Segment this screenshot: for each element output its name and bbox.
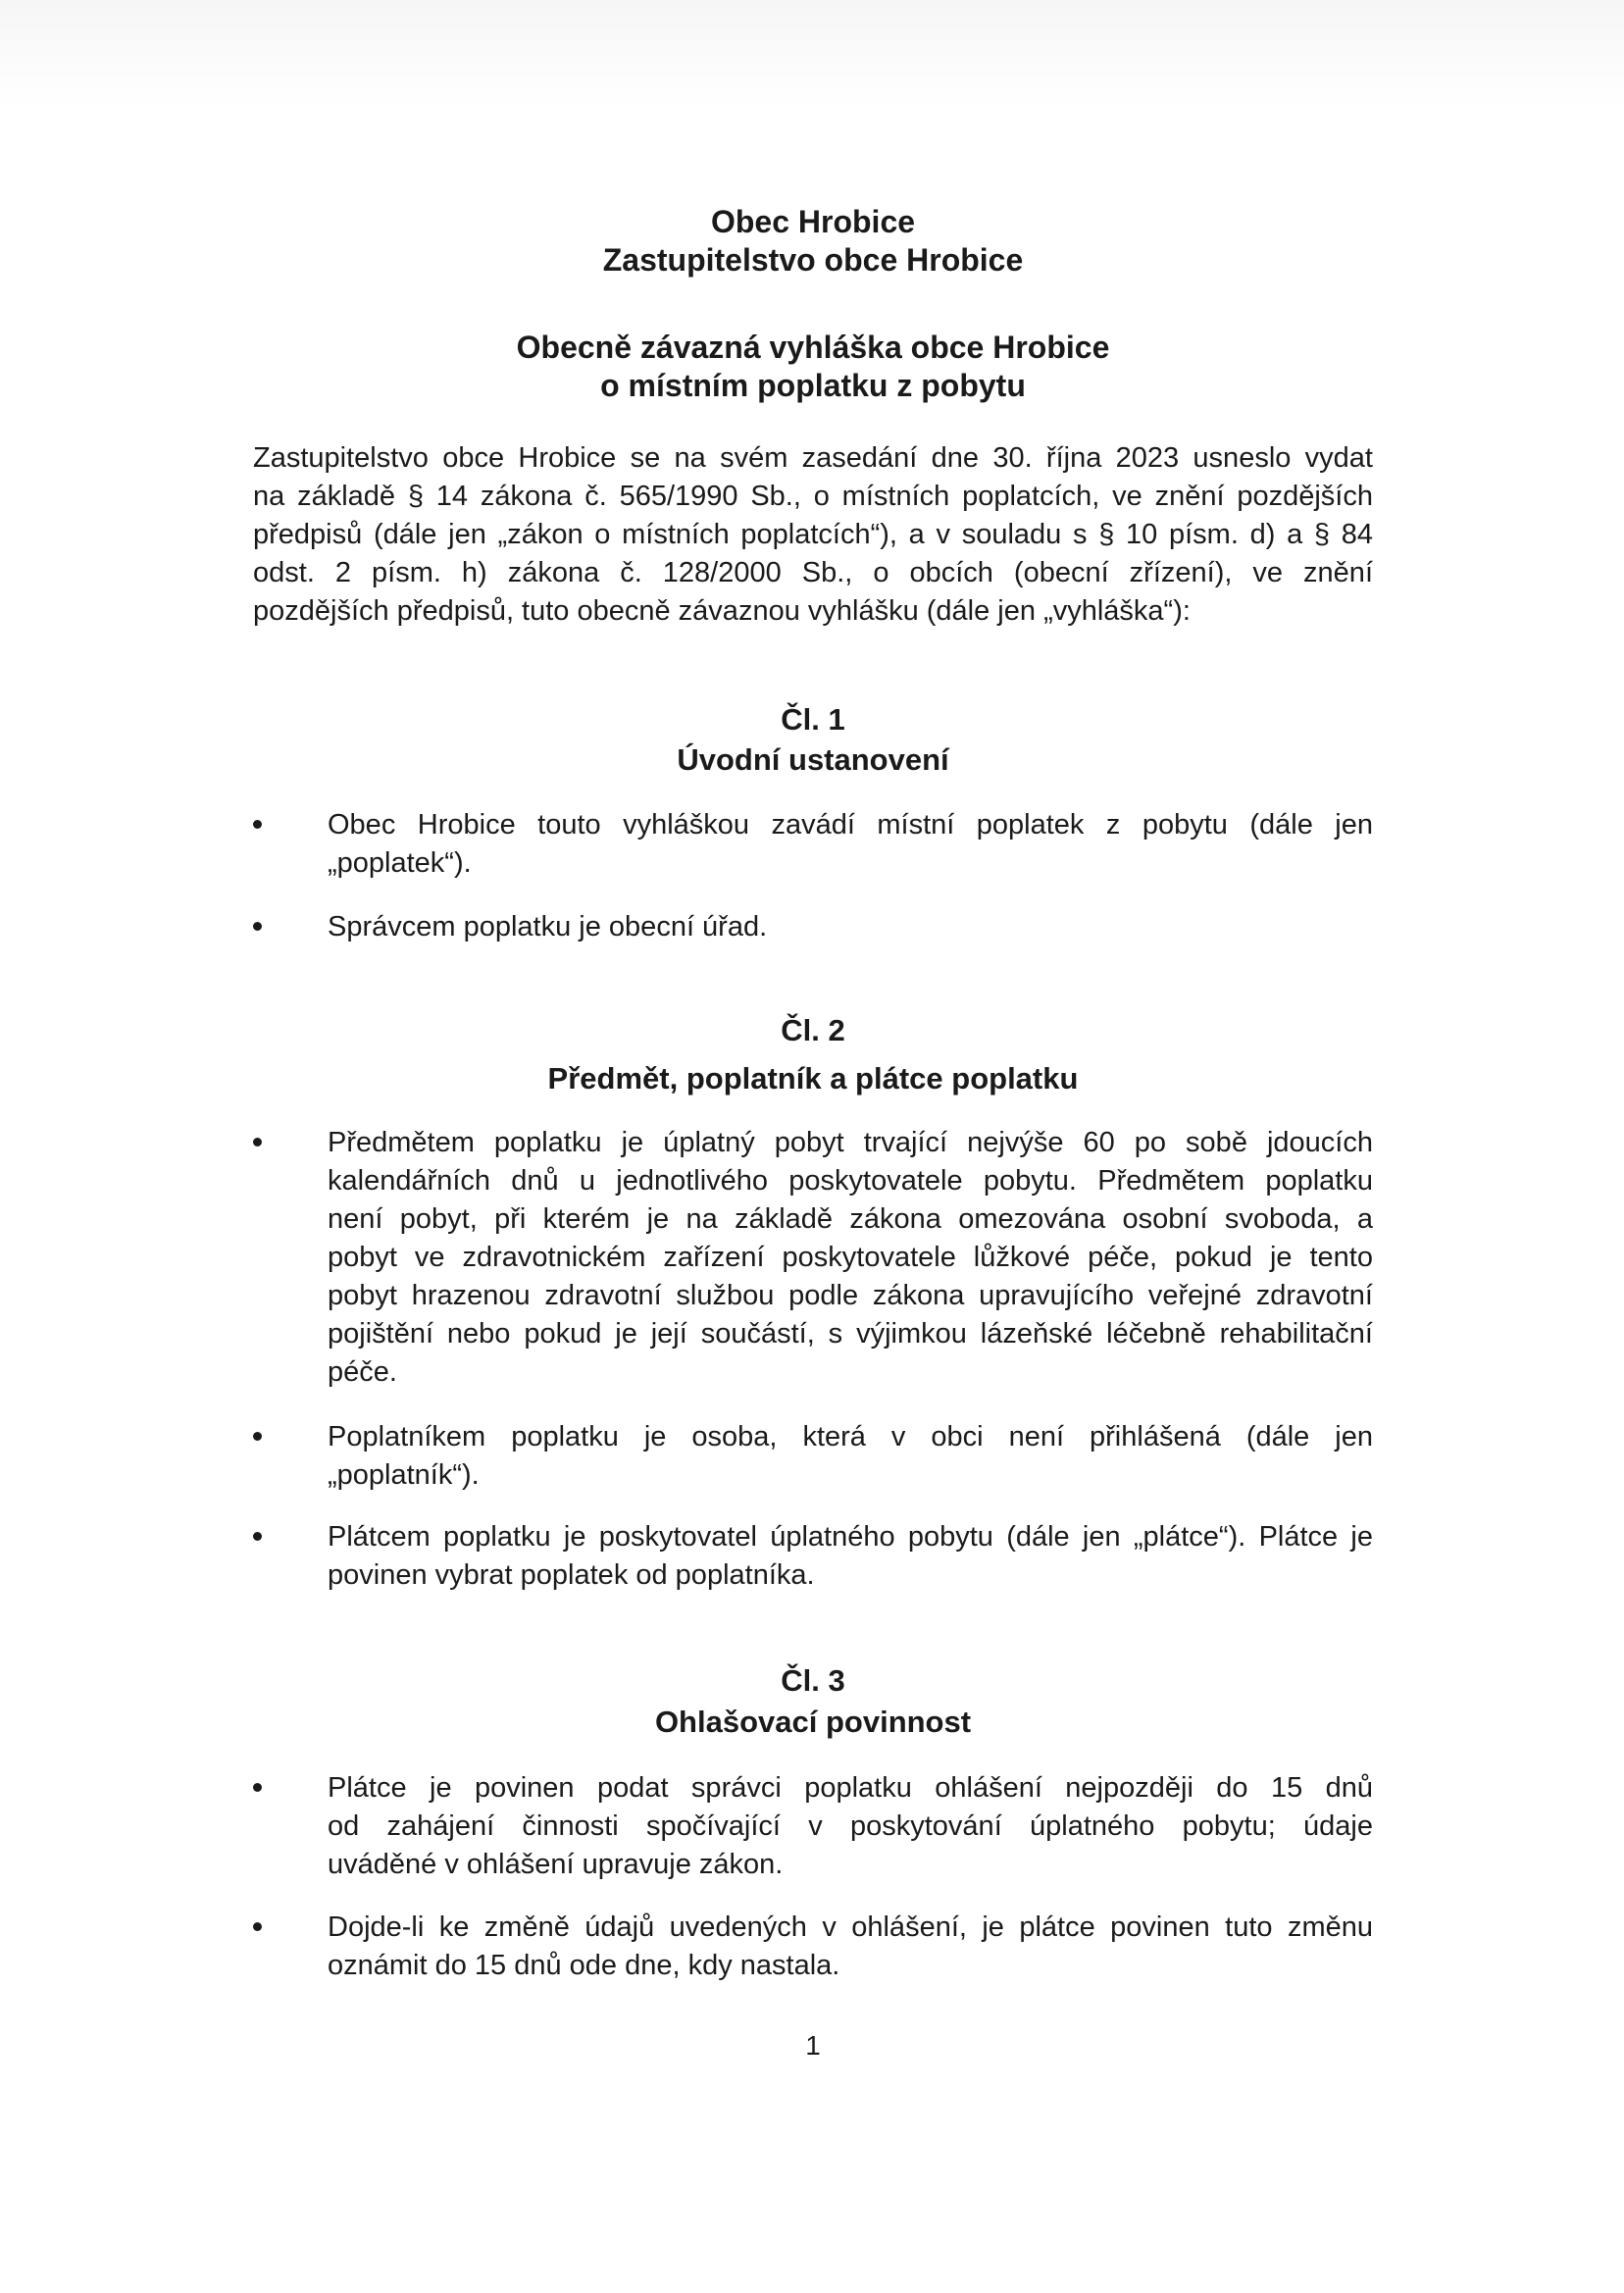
item-line: „poplatník“). (328, 1459, 480, 1491)
preamble-line: na základě § 14 zákona č. 565/1990 Sb., o místních poplatcích, ve znění pozdějších (253, 481, 1373, 512)
item-line: povinen vybrat poplatek od poplatníka. (328, 1559, 815, 1591)
article-3-title: Ohlašovací povinnost (654, 1705, 972, 1739)
article-1-number: Čl. 1 (781, 702, 845, 737)
item-line: pojištění nebo pokud je její součástí, s výjimkou lázeňské léčebně rehabilitační (328, 1318, 1373, 1350)
article-1-title: Úvodní ustanovení (677, 742, 949, 777)
document-subtitle: o místním poplatku z pobytu (600, 368, 1026, 403)
bullet-icon (253, 1532, 262, 1541)
preamble-line: pozdějších předpisů, tuto obecně závaznou vyhlášku (dále jen „vyhláška“): (253, 595, 1191, 627)
item-line: Předmětem poplatku je úplatný pobyt trvající nejvýše 60 po sobě jdoucích (328, 1127, 1373, 1158)
preamble-line: předpisů (dále jen „zákon o místních poplatcích“), a v souladu s § 10 písm. d) a § 84 (253, 519, 1373, 550)
item-line: Dojde-li ke změně údajů uvedených v ohlášení, je plátce povinen tuto změnu (328, 1911, 1373, 1943)
item-line: pobyt hrazenou zdravotní službou podle zákona upravujícího veřejné zdravotní (328, 1280, 1373, 1311)
item-line: Plátcem poplatku je poskytovatel úplatného pobytu (dále jen „plátce“). Plátce je (328, 1521, 1373, 1553)
page-number: 1 (805, 2030, 821, 2061)
article-2-number: Čl. 2 (781, 1013, 845, 1047)
item-line: péče. (328, 1356, 397, 1388)
item-line: uváděné v ohlášení upravuje zákon. (328, 1849, 784, 1880)
preamble (253, 439, 1373, 631)
bullet-icon (253, 1138, 262, 1146)
item-line: Poplatníkem poplatku je osoba, která v obci není přihlášená (dále jen (328, 1421, 1373, 1452)
bullet-icon (253, 922, 262, 931)
item-line: Plátce je povinen podat správci poplatku ohlášení nejpozději do 15 dnů (328, 1772, 1373, 1804)
bullet-icon (253, 1783, 262, 1792)
item-line: Správcem poplatku je obecní úřad. (328, 911, 768, 943)
article-2-title: Předmět, poplatník a plátce poplatku (547, 1061, 1079, 1096)
preamble-line: odst. 2 písm. h) zákona č. 128/2000 Sb., o obcích (obecní zřízení), ve znění (253, 557, 1373, 588)
item-line: Obec Hrobice touto vyhláškou zavádí místní poplatek z pobytu (dále jen (328, 809, 1373, 841)
item-line: není pobyt, při kterém je na základě zákona omezována osobní svoboda, a (328, 1203, 1373, 1235)
item-line: oznámit do 15 dnů ode dne, kdy nastala. (328, 1950, 840, 1981)
preamble-line: Zastupitelstvo obce Hrobice se na svém zasedání dne 30. října 2023 usneslo vydat (253, 442, 1373, 474)
item-line: kalendářních dnů u jednotlivého poskytovatele pobytu. Předmětem poplatku (328, 1165, 1373, 1197)
item-line: od zahájení činnosti spočívající v poskytování úplatného pobytu; údaje (328, 1810, 1373, 1842)
bullet-icon (253, 820, 262, 829)
document-page (253, 0, 1373, 2293)
municipality-name: Obec Hrobice (710, 204, 916, 239)
item-line: pobyt ve zdravotnickém zařízení poskytovatele lůžkové péče, pokud je tento (328, 1242, 1373, 1273)
council-name: Zastupitelstvo obce Hrobice (602, 242, 1024, 278)
bullet-icon (253, 1922, 262, 1931)
bullet-icon (253, 1432, 262, 1441)
item-line: „poplatek“). (328, 847, 472, 879)
article-3-number: Čl. 3 (781, 1663, 845, 1698)
document-title: Obecně závazná vyhláška obce Hrobice (516, 330, 1110, 365)
